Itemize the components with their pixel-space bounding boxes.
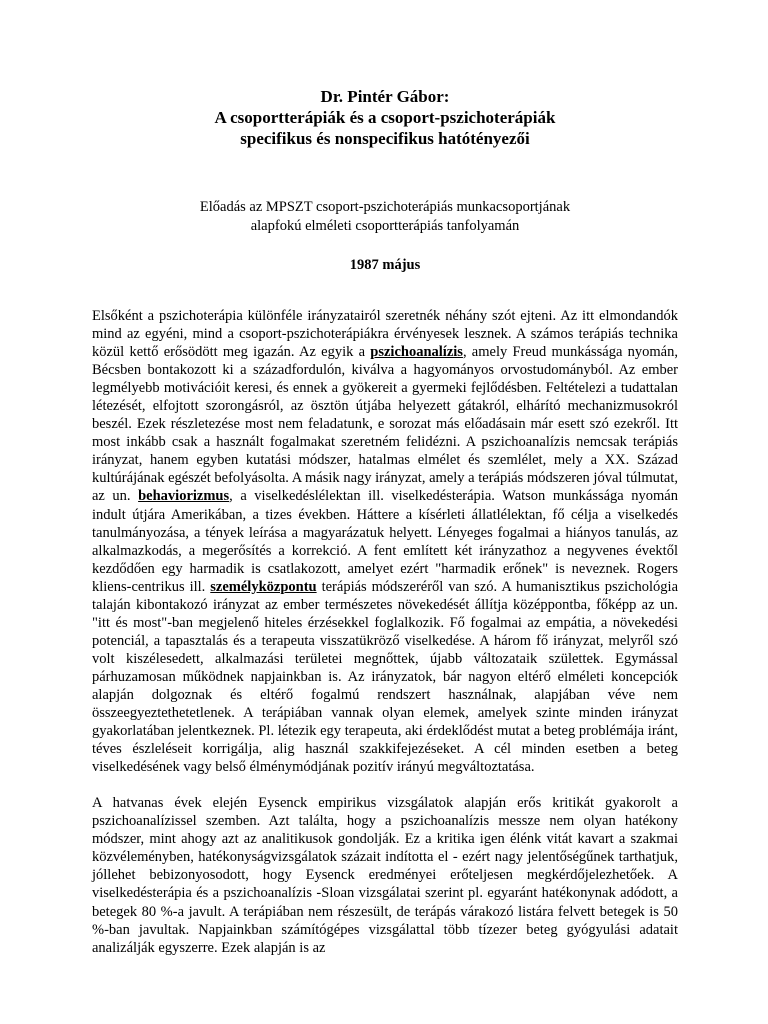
author-line: Dr. Pintér Gábor: <box>320 87 450 106</box>
subtitle-line: alapfokú elméleti csoportterápiás tanfolyamán <box>250 218 520 234</box>
paragraph-text: Elsőként a pszichoterápia különféle irányzatairól szeretnék néhány szót ejteni. Az itt elmondandók mind az egyéni, mind a csoport-pszichoterápiákra érvényesek lesznek. A számos terápiás technika közül kettő erősödött meg igazán. Az egyik a <box>92 308 678 361</box>
paragraph-text: , a viselkedéslélektan ill. viselkedésterápia. Watson munkássága nyomán indult útjára Amerikában, a tizes években. Háttere a kísérleti állatlélektan, fő célja a viselkedés tanulmányozása, a tények leírása a magyarázatuk helyett. Lényeges fogalmai a hiányos tanulás, az alkalmazkodás, a megerősítés a korrekció. A fent említett két irányzathoz a negyvenes évektől kezdődően egy harmadik is csatlakozott, amelyet ezért "harmadik erőnek" is neveznek. Rogers kliens-centrikus ill. <box>92 488 678 595</box>
paragraph-text: terápiás módszeréről van szó. A humanisztikus pszichológia talaján kibontakozó irányzat az ember természetes növekedését állítja középpontba, főképp az un. "itt és most"-ban megjelenő hiteles érzésekkel foglalkozik. Fő fogalmai az empátia, a növekedési potenciál, a tapasztalás és a terapeuta visszatükröző viselkedése. A három fő irányzat, melyről szó volt kiszélesedett, alkalmazási területei megnőttek, újabb változataik születtek. Egymással párhuzamosan működnek napjainkban is. Az irányzatok, bár nagyon eltérő elméleti koncepciók alapján dolgoznak és eltérő fogalmú rendszert használnak, alapjában véve nem összeegyeztethetetlenek. A terápiában vannak olyan elemek, amelyek szinte minden irányzat gyakorlatában jelentkeznek. Pl. létezik egy terapeuta, aki érdeklődést mutat a beteg problémája iránt, téves észleléseit korrigálja, alig használ szakkifejezéseket. A cél minden esetben a beteg viselkedésének vagy belső élménymódjának pozitív irányú megváltoztatása. <box>92 578 678 776</box>
term-link-behaviorizmus[interactable]: behaviorizmus <box>138 488 230 505</box>
title-line: specifikus és nonspecifikus hatótényezői <box>240 129 530 148</box>
paragraph-text: , amely Freud munkássága nyomán, Bécsben bontakozott ki a századfordulón, kiválva a hagyományos orvostudományból. Az ember legmélyebb motivációit keresi, és ennek a gyökereit a gyermeki fejlődésben. Feltételezi a tudattalan létezését, elfojtott szorongásról, az ösztön útjába helyezett gátakról, elhárító mechanizmusokról beszél. Ezek részletezése most nem feladatunk, e sorozat más előadásain már esett szó ezekről. Itt most inkább csak a használt fogalmakat szeretném felidézni. A pszichoanalízis nemcsak terápiás irányzat, hanem egyben kutatási módszer, hatalmas elmélet és szemlélet, mely a XX. Század kultúrájának egészét befolyásolta. A másik nagy irányzat, amely a terápiás módszeren jóval túlmutat, az un. <box>92 344 678 505</box>
document-title <box>92 0 678 149</box>
paragraph: A hatvanas évek elején Eysenck empirikus vizsgálatok alapján erős kritikát gyakorolt a pszichoanalízissel szemben. Azt találta, hogy a pszichoanalízis messze nem olyan hatékony módszer, mint ahogy azt az analitikusok gondolják. Ez a kritika igen élénk vitát kavart a szakmai közvéleményben, hatékonyságvizsgálatok százait indította el - ezért nagy jelentőségűnek tarthatjuk, jóllehet bebizonyosodott, hogy Eysenck eredményei erőteljesen megkérdőjelezhetőek. A viselkedésterápia és a pszichoanalízis -Sloan vizsgálatai szerint pl. egyaránt hatékonynak adódott, a betegek 80 %-a javult. A terápiában nem részesült, de terápás várakozó listára felvett betegek is 50 %-ban javultak. Napjainkban számítógépes vizsgálattal több tízezer beteg gyógyulási adatait analizálják egyszerre. Ezek alapján is az <box>92 795 678 956</box>
paragraph <box>92 307 678 776</box>
body-text <box>92 307 678 957</box>
term-link-pszichoanalizis[interactable]: pszichoanalízis <box>370 344 463 361</box>
lecture-subtitle <box>92 198 678 236</box>
lecture-date: 1987 május <box>349 257 421 273</box>
title-line: A csoportterápiák és a csoport-pszichoterápiák <box>214 108 556 127</box>
subtitle-line: Előadás az MPSZT csoport-pszichoterápiás munkacsoportjának <box>199 199 571 215</box>
term-link-szemelykozpontu[interactable]: személyközpontu <box>210 578 317 595</box>
